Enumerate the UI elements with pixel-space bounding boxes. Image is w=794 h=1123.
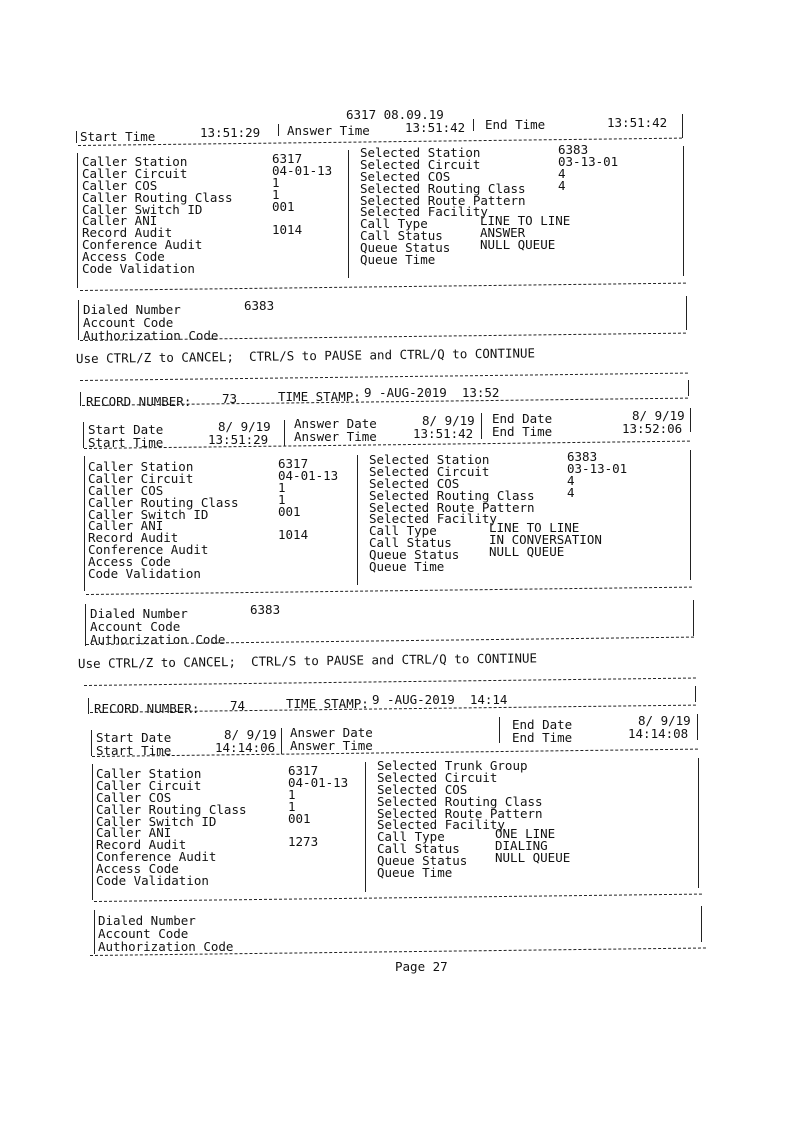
record-number-label: RECORD NUMBER: xyxy=(86,394,192,409)
caller-field-value: 04-01-13 xyxy=(278,468,339,483)
frame-edge xyxy=(83,422,84,448)
record-number-label: RECORD NUMBER: xyxy=(94,701,200,716)
selected-field-value: NULL QUEUE xyxy=(480,237,556,252)
selected-field-label: Selected Facility xyxy=(360,204,488,219)
selected-field-label: Selected COS xyxy=(369,476,460,491)
start-time-label: Start Time xyxy=(88,435,164,450)
caller-field-label: Conference Audit xyxy=(96,849,217,864)
selected-field-label: Call Type xyxy=(377,829,445,844)
selected-field-label: Selected Routing Class xyxy=(369,488,535,503)
frame-edge xyxy=(78,300,79,340)
caller-field-label: Record Audit xyxy=(82,225,173,240)
selected-field-value: 6383 xyxy=(567,449,598,464)
start-date-label: Start Date xyxy=(96,730,172,745)
selected-field-label: Queue Time xyxy=(377,865,453,880)
selected-field-value: IN CONVERSATION xyxy=(489,532,602,547)
caller-field-label: Conference Audit xyxy=(82,237,203,252)
frame-edge xyxy=(688,380,689,396)
selected-field-value: 6383 xyxy=(558,142,589,157)
divider xyxy=(481,413,482,439)
frame-edge xyxy=(80,392,81,406)
caller-field-label: Caller Switch ID xyxy=(88,507,209,522)
separator-line xyxy=(94,894,702,902)
caller-field-label: Caller Circuit xyxy=(96,778,202,793)
caller-field-label: Caller ANI xyxy=(88,518,164,533)
selected-field-label: Selected Circuit xyxy=(360,157,481,172)
selected-field-value: LINE TO LINE xyxy=(480,213,571,228)
caller-field-value: 6317 xyxy=(272,151,303,166)
caller-field-label: Code Validation xyxy=(82,261,195,276)
separator-line xyxy=(84,678,696,686)
caller-field-label: Caller Circuit xyxy=(82,166,188,181)
selected-field-label: Selected Route Pattern xyxy=(377,806,543,821)
caller-field-value: 1014 xyxy=(278,527,309,542)
selected-field-label: Selected Circuit xyxy=(369,464,490,479)
control-prompt: Use CTRL/Z to CANCEL; CTRL/S to PAUSE and CTRL/Q to CONTINUE xyxy=(77,650,538,671)
frame-edge xyxy=(91,730,92,756)
selected-field-label: Selected Facility xyxy=(369,511,497,526)
selected-field-label: Selected Facility xyxy=(377,817,505,832)
record-number-value: 73 xyxy=(222,391,238,406)
selected-field-value: ONE LINE xyxy=(495,826,556,841)
selected-field-label: Selected Route Pattern xyxy=(369,500,535,515)
separator-line xyxy=(92,749,698,757)
caller-field-value: 1 xyxy=(288,787,296,802)
frame-edge xyxy=(698,758,699,888)
caller-field-label: Caller Routing Class xyxy=(82,190,233,205)
dialed-number-label: Dialed Number xyxy=(83,302,181,317)
frame-edge xyxy=(77,153,78,288)
selected-field-label: Call Type xyxy=(360,216,428,231)
caller-field-label: Caller Station xyxy=(82,154,188,169)
caller-field-value: 001 xyxy=(278,504,301,519)
caller-field-value: 1 xyxy=(288,799,296,814)
end-date-label: End Date xyxy=(512,717,573,732)
column-divider xyxy=(365,762,366,892)
start-time-value: 13:51:29 xyxy=(200,125,261,140)
caller-field-value: 1 xyxy=(278,492,286,507)
answer-time-label: Answer Time xyxy=(294,429,377,444)
selected-field-label: Selected Route Pattern xyxy=(360,193,526,208)
end-time-value: 13:52:06 xyxy=(622,421,683,436)
caller-field-value: 1273 xyxy=(288,834,319,849)
caller-field-label: Record Audit xyxy=(96,837,187,852)
authorization-code-label: Authorization Code xyxy=(83,328,219,343)
column-divider xyxy=(348,150,349,278)
frame-edge xyxy=(693,600,694,636)
selected-field-value: 03-13-01 xyxy=(567,461,628,476)
dialed-number-value: 6383 xyxy=(250,602,281,617)
account-code-label: Account Code xyxy=(90,619,181,634)
separator-line xyxy=(80,373,688,381)
frame-edge xyxy=(690,408,691,432)
separator-line xyxy=(80,283,686,291)
selected-field-label: Selected COS xyxy=(360,169,451,184)
selected-field-label: Queue Time xyxy=(360,252,436,267)
selected-field-value: DIALING xyxy=(495,838,548,853)
selected-field-label: Call Status xyxy=(360,228,443,243)
frame-edge xyxy=(683,146,684,276)
caller-field-value: 1 xyxy=(278,480,286,495)
selected-field-value: NULL QUEUE xyxy=(489,544,565,559)
end-time-label: End Time xyxy=(492,424,553,439)
frame-edge xyxy=(94,910,95,954)
selected-field-label: Selected Routing Class xyxy=(360,181,526,196)
divider xyxy=(473,119,474,131)
start-date-value: 8/ 9/19 xyxy=(218,419,271,434)
frame-edge xyxy=(88,698,89,714)
frame-edge xyxy=(686,296,687,330)
caller-field-value: 04-01-13 xyxy=(272,163,333,178)
frame-edge xyxy=(695,686,696,702)
caller-field-label: Caller Circuit xyxy=(88,471,194,486)
account-code-label: Account Code xyxy=(98,926,189,941)
end-time-label: End Time xyxy=(512,730,573,745)
selected-field-label: Selected Station xyxy=(369,452,490,467)
answer-time-label: Answer Time xyxy=(287,123,370,138)
caller-field-label: Caller Routing Class xyxy=(88,495,239,510)
start-time-value: 13:51:29 xyxy=(208,432,269,447)
caller-field-label: Record Audit xyxy=(88,530,179,545)
frame-edge xyxy=(697,714,698,740)
time-stamp-label: TIME STAMP: xyxy=(278,389,361,404)
end-time-label: End Time xyxy=(485,117,546,132)
selected-field-value: 4 xyxy=(567,485,575,500)
selected-field-label: Selected Trunk Group xyxy=(377,758,528,773)
dialed-number-label: Dialed Number xyxy=(98,913,196,928)
selected-field-label: Call Status xyxy=(369,535,452,550)
selected-field-label: Selected Station xyxy=(360,145,481,160)
frame-edge xyxy=(701,906,702,942)
frame-edge xyxy=(92,764,93,900)
selected-field-label: Queue Status xyxy=(377,853,468,868)
divider xyxy=(278,124,279,136)
selected-field-value: LINE TO LINE xyxy=(489,520,580,535)
partial-stamp: 6317 08.09.19 xyxy=(346,107,444,122)
separator-line xyxy=(86,587,692,595)
end-time-value: 14:14:08 xyxy=(628,726,689,741)
caller-field-value: 04-01-13 xyxy=(288,775,349,790)
caller-field-label: Access Code xyxy=(96,861,179,876)
answer-date-label: Answer Date xyxy=(290,725,373,740)
frame-edge xyxy=(76,131,77,143)
frame-edge xyxy=(84,456,85,591)
caller-field-label: Caller ANI xyxy=(96,825,172,840)
selected-field-value: 4 xyxy=(558,166,566,181)
caller-field-value: 1 xyxy=(272,187,280,202)
caller-field-label: Caller COS xyxy=(96,790,172,805)
answer-date-value: 8/ 9/19 xyxy=(422,413,475,428)
selected-field-label: Selected COS xyxy=(377,782,468,797)
time-stamp-value: 9 -AUG-2019 14:14 xyxy=(372,692,508,707)
separator-line xyxy=(84,441,690,449)
authorization-code-label: Authorization Code xyxy=(98,939,234,954)
selected-field-label: Call Status xyxy=(377,841,460,856)
selected-field-label: Selected Routing Class xyxy=(377,794,543,809)
divider xyxy=(284,420,285,446)
selected-field-label: Selected Circuit xyxy=(377,770,498,785)
account-code-label: Account Code xyxy=(83,315,174,330)
selected-field-label: Queue Time xyxy=(369,559,445,574)
caller-field-value: 1 xyxy=(272,175,280,190)
selected-field-label: Call Type xyxy=(369,523,437,538)
frame-edge xyxy=(682,114,683,138)
end-date-value: 8/ 9/19 xyxy=(632,408,685,423)
control-prompt: Use CTRL/Z to CANCEL; CTRL/S to PAUSE and CTRL/Q to CONTINUE xyxy=(75,345,536,366)
caller-field-value: 001 xyxy=(272,199,295,214)
caller-field-label: Access Code xyxy=(88,554,171,569)
end-date-label: End Date xyxy=(492,411,553,426)
answer-date-label: Answer Date xyxy=(294,416,377,431)
caller-field-label: Caller Switch ID xyxy=(96,814,217,829)
caller-field-label: Caller Station xyxy=(88,459,194,474)
frame-edge xyxy=(85,604,86,646)
answer-time-label: Answer Time xyxy=(290,738,373,753)
caller-field-value: 001 xyxy=(288,811,311,826)
selected-field-label: Queue Status xyxy=(360,240,451,255)
selected-field-value: 4 xyxy=(558,178,566,193)
selected-field-label: Queue Status xyxy=(369,547,460,562)
time-stamp-label: TIME STAMP: xyxy=(286,696,369,711)
caller-field-label: Code Validation xyxy=(96,873,209,888)
caller-field-label: Caller Routing Class xyxy=(96,802,247,817)
caller-field-label: Caller Station xyxy=(96,766,202,781)
caller-field-value: 6317 xyxy=(288,763,319,778)
start-date-label: Start Date xyxy=(88,422,164,437)
caller-field-label: Caller Switch ID xyxy=(82,202,203,217)
selected-field-value: 03-13-01 xyxy=(558,154,619,169)
page-number: Page 27 xyxy=(395,959,448,974)
end-time-value: 13:51:42 xyxy=(607,115,668,130)
dialed-number-value: 6383 xyxy=(244,298,275,313)
authorization-code-label: Authorization Code xyxy=(90,632,226,647)
selected-field-value: ANSWER xyxy=(480,225,526,240)
caller-field-value: 6317 xyxy=(278,456,309,471)
start-date-value: 8/ 9/19 xyxy=(224,727,277,742)
caller-field-label: Conference Audit xyxy=(88,542,209,557)
caller-field-label: Caller COS xyxy=(82,178,158,193)
caller-field-value: 1014 xyxy=(272,222,303,237)
answer-time-value: 13:51:42 xyxy=(405,120,466,135)
frame-edge xyxy=(690,450,691,580)
start-time-value: 14:14:06 xyxy=(215,740,276,755)
start-time-label: Start Time xyxy=(96,743,172,758)
end-date-value: 8/ 9/19 xyxy=(638,713,691,728)
column-divider xyxy=(357,455,358,585)
time-stamp-value: 9 -AUG-2019 13:52 xyxy=(364,385,500,400)
caller-field-label: Caller COS xyxy=(88,483,164,498)
caller-field-label: Caller ANI xyxy=(82,213,158,228)
start-time-label: Start Time xyxy=(80,129,156,144)
caller-field-label: Access Code xyxy=(82,249,165,264)
selected-field-value: NULL QUEUE xyxy=(495,850,571,865)
answer-time-value: 13:51:42 xyxy=(413,426,474,441)
divider xyxy=(281,728,282,754)
caller-field-label: Code Validation xyxy=(88,566,201,581)
dialed-number-label: Dialed Number xyxy=(90,606,188,621)
record-number-value: 74 xyxy=(230,698,246,713)
selected-field-value: 4 xyxy=(567,473,575,488)
divider xyxy=(499,717,500,743)
